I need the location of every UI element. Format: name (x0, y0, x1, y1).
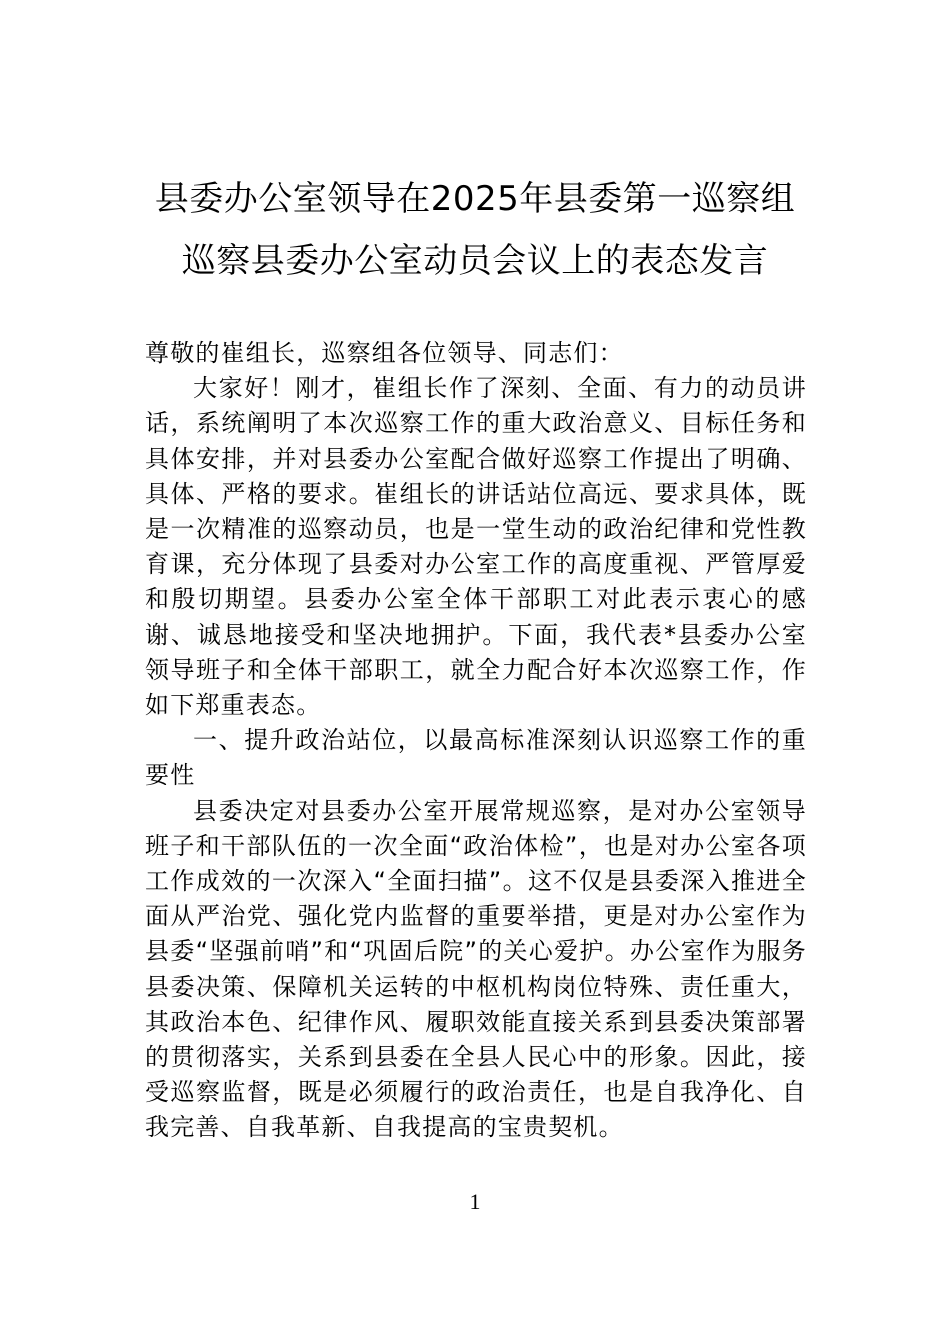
paragraph-section-1: 县委决定对县委办公室开展常规巡察，是对办公室领导班子和干部队伍的一次全面“政治体检”，也是对办公室各项工作成效的一次深入“全面扫描”。这不仅是县委深入推进全面从严治党、强化党内监督的重要举措，更是对办公室作为县委“坚强前哨”和“巩固后院”的关心爱护。办公室作为服务县委决策、保障机关运转的中枢机构岗位特殊、责任重大，其政治本色、纪律作风、履职效能直接关系到县委决策部署的贯彻落实，关系到县委在全县人民心中的形象。因此，接受巡察监督，既是必须履行的政治责任，也是自我净化、自我完善、自我革新、自我提高的宝贵契机。 (145, 796, 807, 1142)
page-number: 1 (469, 1189, 481, 1214)
document-title (120, 168, 830, 292)
document-body (145, 336, 807, 1146)
salutation: 尊敬的崔组长，巡察组各位领导、同志们： (145, 339, 624, 367)
paragraph-opening: 大家好！刚才，崔组长作了深刻、全面、有力的动员讲话，系统阐明了本次巡察工作的重大政治意义、目标任务和具体安排，并对县委办公室配合做好巡察工作提出了明确、具体、严格的要求。崔组长的讲话站位高远、要求具体，既是一次精准的巡察动员，也是一堂生动的政治纪律和党性教育课，充分体现了县委对办公室工作的高度重视、严管厚爱和殷切期望。县委办公室全体干部职工对此表示衷心的感谢、诚恳地接受和坚决地拥护。下面，我代表*县委办公室领导班子和全体干部职工，就全力配合好本次巡察工作，作如下郑重表态。 (145, 374, 807, 720)
title-line-1: 县委办公室领导在2025年县委第一巡察组 (154, 179, 796, 219)
section-heading-1: 一、提升政治站位，以最高标准深刻认识巡察工作的重要性 (145, 726, 807, 790)
title-line-2: 巡察县委办公室动员会议上的表态发言 (181, 241, 769, 281)
